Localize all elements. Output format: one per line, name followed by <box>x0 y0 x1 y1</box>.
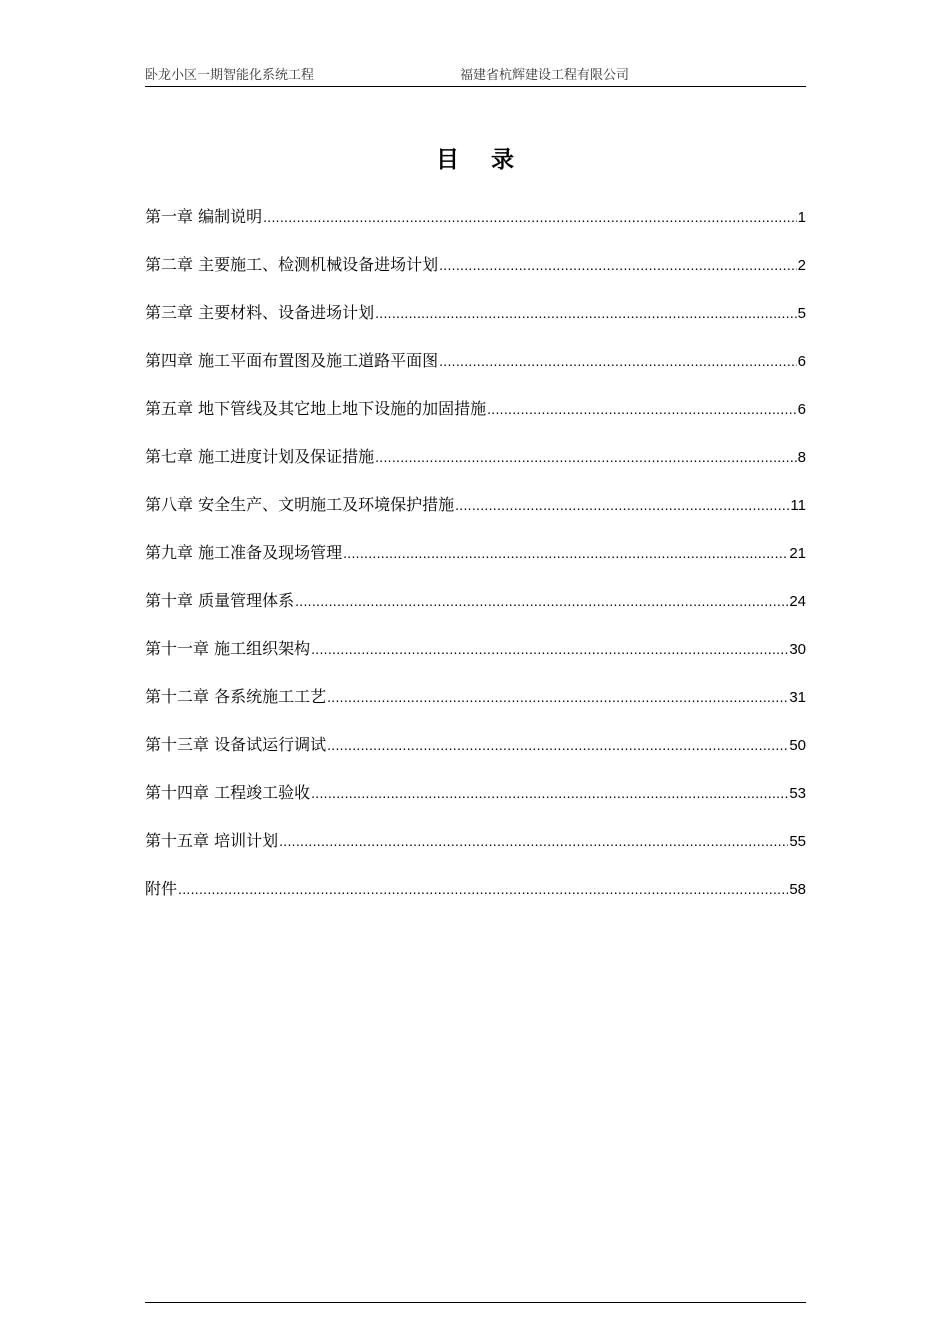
toc-entry-label: 第十二章 各系统施工工艺 <box>145 687 327 706</box>
toc-entry[interactable] <box>145 538 806 586</box>
toc-entry-page: 1 <box>797 209 806 226</box>
toc-dot-leader <box>439 346 797 376</box>
toc-dot-leader <box>343 538 788 568</box>
toc-entry-label: 第十章 质量管理体系 <box>145 591 295 610</box>
toc-entry-label: 第十一章 施工组织架构 <box>145 639 311 658</box>
toc-entry[interactable] <box>145 298 806 346</box>
toc-dot-leader <box>178 874 788 904</box>
toc-dot-leader <box>311 634 788 664</box>
toc-entry-page: 2 <box>797 257 806 274</box>
toc-dot-leader <box>295 586 788 616</box>
toc-entry-label: 第四章 施工平面布置图及施工道路平面图 <box>145 351 439 370</box>
toc-entry[interactable] <box>145 586 806 634</box>
toc-entry-page: 58 <box>789 881 806 898</box>
toc-entry[interactable] <box>145 202 806 250</box>
header-company-name: 福建省杭辉建设工程有限公司 <box>460 68 630 83</box>
toc-entry-page: 6 <box>797 353 806 370</box>
toc-dot-leader <box>439 250 797 280</box>
toc-entry[interactable] <box>145 634 806 682</box>
toc-dot-leader <box>263 202 797 232</box>
toc-entry[interactable] <box>145 346 806 394</box>
toc-entry-label: 附件 <box>145 879 178 898</box>
toc-entry-page: 5 <box>797 305 806 322</box>
toc-entry-label: 第十四章 工程竣工验收 <box>145 783 311 802</box>
toc-entry-label: 第五章 地下管线及其它地上地下设施的加固措施 <box>145 399 487 418</box>
footer-divider <box>145 1302 806 1303</box>
toc-entry[interactable] <box>145 394 806 442</box>
toc-entry-page: 24 <box>789 593 806 610</box>
toc-entry-label: 第十五章 培训计划 <box>145 831 279 850</box>
toc-entry[interactable] <box>145 490 806 538</box>
toc-entry-page: 21 <box>789 545 806 562</box>
toc-entry[interactable] <box>145 250 806 298</box>
toc-dot-leader <box>327 682 788 712</box>
toc-entry-page: 8 <box>797 449 806 466</box>
toc-entry-page: 50 <box>789 737 806 754</box>
toc-entry-page: 6 <box>797 401 806 418</box>
toc-dot-leader <box>327 730 788 760</box>
toc-entry-label: 第九章 施工准备及现场管理 <box>145 543 343 562</box>
toc-entry-label: 第三章 主要材料、设备进场计划 <box>145 303 375 322</box>
toc-entry-page: 31 <box>789 689 806 706</box>
toc-entry-label: 第八章 安全生产、文明施工及环境保护措施 <box>145 495 455 514</box>
toc-dot-leader <box>375 298 797 328</box>
toc-dot-leader <box>279 826 788 856</box>
toc-entry-label: 第十三章 设备试运行调试 <box>145 735 327 754</box>
toc-dot-leader <box>311 778 788 808</box>
toc-entry-label: 第七章 施工进度计划及保证措施 <box>145 447 375 466</box>
table-of-contents <box>145 202 806 922</box>
toc-entry-page: 30 <box>789 641 806 658</box>
toc-entry-page: 53 <box>789 785 806 802</box>
toc-dot-leader <box>487 394 797 424</box>
toc-entry[interactable] <box>145 730 806 778</box>
toc-dot-leader <box>375 442 797 472</box>
toc-entry-label: 第二章 主要施工、检测机械设备进场计划 <box>145 255 439 274</box>
toc-entry-page: 11 <box>790 497 806 514</box>
header-project-name: 卧龙小区一期智能化系统工程 <box>145 68 315 83</box>
toc-title: 目 录 <box>435 146 526 173</box>
toc-entry[interactable] <box>145 778 806 826</box>
toc-entry[interactable] <box>145 826 806 874</box>
toc-entry[interactable] <box>145 442 806 490</box>
toc-dot-leader <box>455 490 789 520</box>
toc-entry-page: 55 <box>789 833 806 850</box>
toc-entry[interactable] <box>145 874 806 922</box>
toc-entry[interactable] <box>145 682 806 730</box>
page-header <box>145 66 806 87</box>
toc-entry-label: 第一章 编制说明 <box>145 207 263 226</box>
